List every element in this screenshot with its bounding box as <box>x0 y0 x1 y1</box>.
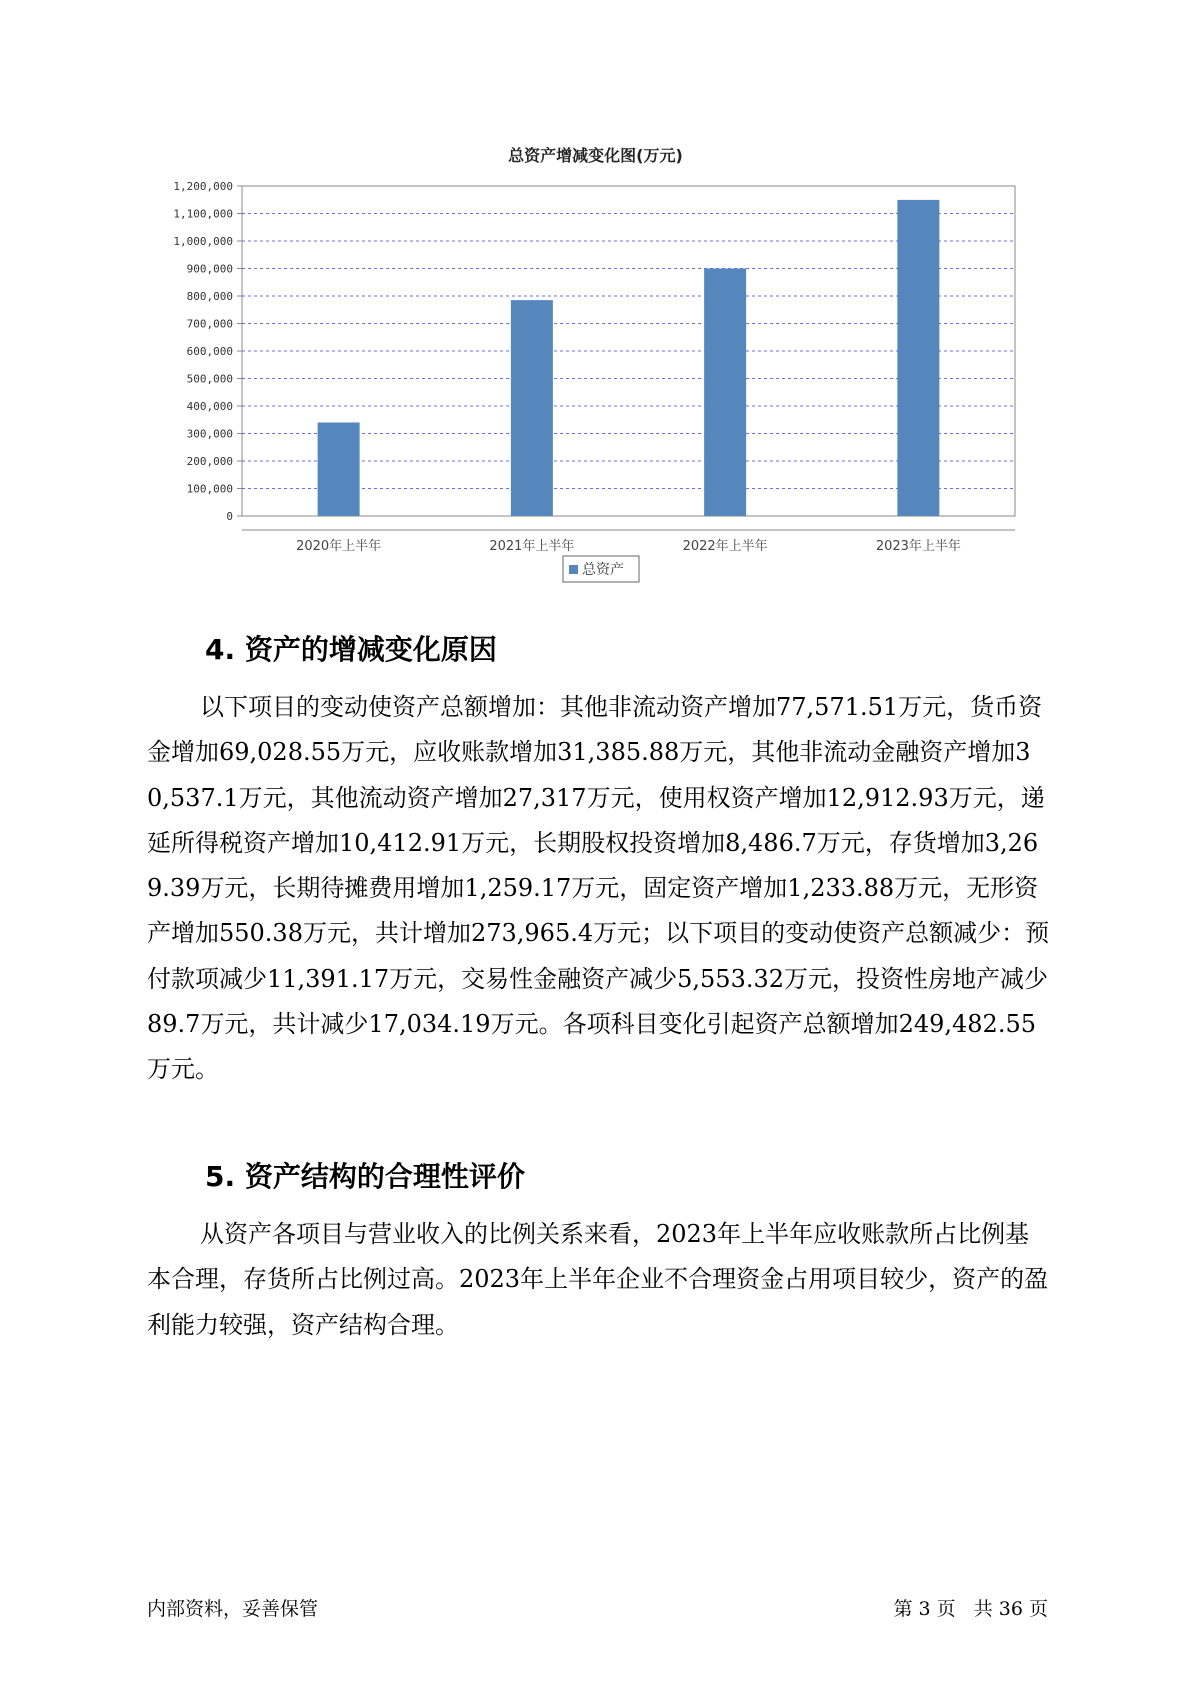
y-tick-label: 1,100,000 <box>173 207 233 221</box>
footer-confidential-note: 内部资料，妥善保管 <box>147 1598 319 1620</box>
bar-2023年上半年 <box>897 200 939 516</box>
y-tick-label: 200,000 <box>186 455 233 468</box>
y-tick-label: 400,000 <box>186 400 233 413</box>
x-tick-label: 2020年上半年 <box>296 539 382 554</box>
chart-title: 总资产增减变化图(万元) <box>508 146 683 165</box>
footer-page-number: 第 3 页 共 36 页 <box>893 1598 1048 1620</box>
legend-label: 总资产 <box>582 562 624 578</box>
section-4-paragraph: 以下项目的变动使资产总额增加：其他非流动资产增加77,571.51万元，货币资金增加69,028.55万元，应收账款增加31,385.88万元，其他非流动金融资产增加30,537.1万元，其他流动资产增加27,317万元，使用权资产增加12,912.93万元，递延所得税资产增加10,412.91万元，长期股权投资增加8,486.7万元，存货增加3,269.39万元，长期待摊费用增加1,259.17万元，固定资产增加1,233.88万元，无形资产增加550.38万元，共计增加273,965.4万元；以下项目的变动使资产总额减少：预付款项减少11,391.17万元，交易性金融资产减少5,553.32万元，投资性房地产减少89.7万元，共计减少17,034.19万元。各项科目变化引起资产总额增加249,482.55万元。 <box>147 693 1050 1084</box>
bar-2022年上半年 <box>704 269 746 517</box>
asset-bar-chart <box>0 0 1191 600</box>
section-5-paragraph: 从资产各项目与营业收入的比例关系来看，2023年上半年应收账款所占比例基本合理，存货所占比例过高。2023年上半年企业不合理资金占用项目较少，资产的盈利能力较强，资产结构合理。 <box>147 1220 1049 1339</box>
section-5-heading: 5. 资产结构的合理性评价 <box>205 1160 525 1193</box>
bar-2020年上半年 <box>318 423 360 517</box>
x-tick-label: 2021年上半年 <box>489 539 575 554</box>
legend-swatch <box>569 565 578 574</box>
y-tick-label: 500,000 <box>186 372 233 386</box>
y-tick-label: 1,000,000 <box>173 235 233 248</box>
y-tick-label: 100,000 <box>186 482 233 496</box>
y-tick-label: 1,200,000 <box>173 180 233 193</box>
y-tick-label: 800,000 <box>186 290 233 303</box>
y-tick-label: 0 <box>226 510 233 523</box>
y-tick-label: 900,000 <box>186 262 233 276</box>
section-4-heading: 4. 资产的增减变化原因 <box>205 633 497 666</box>
x-tick-label: 2023年上半年 <box>875 539 961 554</box>
y-tick-label: 300,000 <box>186 427 233 441</box>
bar-2021年上半年 <box>511 300 553 516</box>
x-tick-label: 2022年上半年 <box>682 539 768 554</box>
y-tick-label: 600,000 <box>186 345 233 358</box>
y-tick-label: 700,000 <box>186 317 233 331</box>
